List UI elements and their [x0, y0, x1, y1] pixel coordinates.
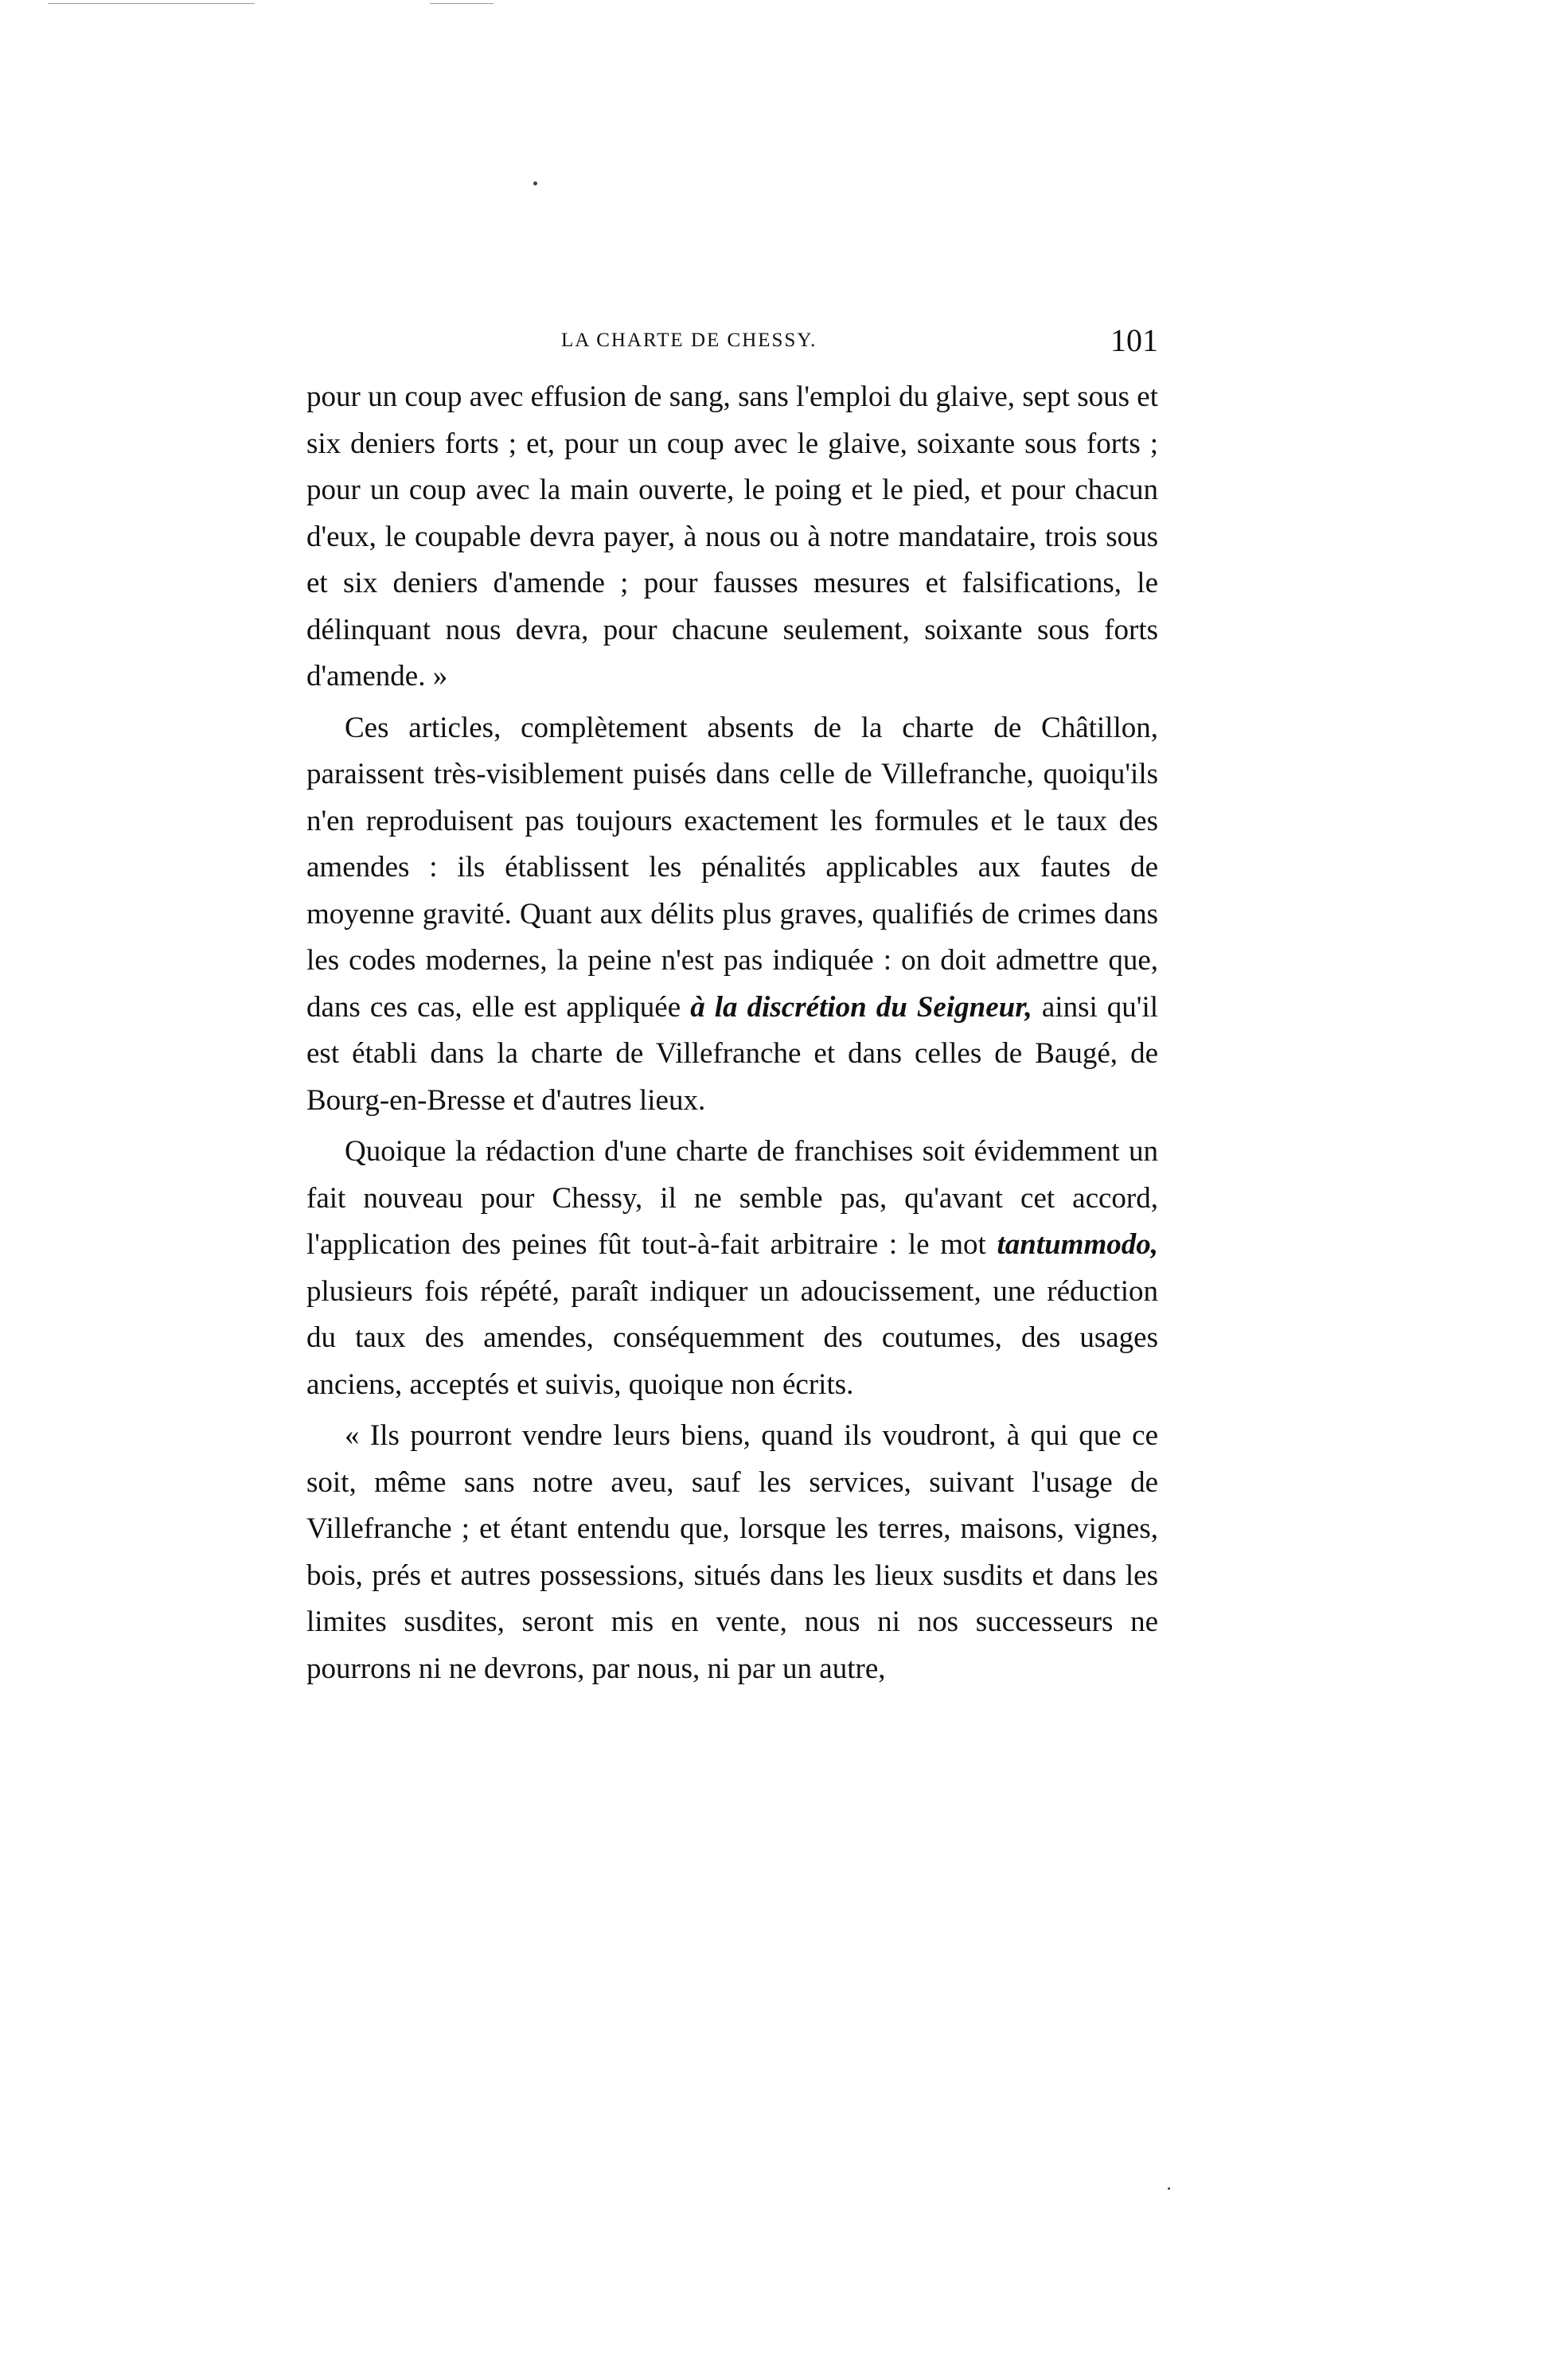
- paragraph: [306, 1129, 1158, 1408]
- paragraph-text: Quoique la rédaction d'une charte de franchises soit évidemment un fait nouveau pour Chessy, il ne semble pas, qu'avant cet accord, l'application des peines fût tout-à-fait arbitraire : le mot: [306, 1135, 1158, 1261]
- page-header: [306, 322, 1158, 369]
- paragraph-text: plusieurs fois répété, paraît indiquer un adoucissement, une réduction du taux des amendes, conséquemment des coutumes, des usages anciens, acceptés et suivis, quoique non écrits.: [306, 1274, 1158, 1401]
- top-edge-rule: [430, 3, 494, 4]
- body-text: [306, 374, 1158, 1697]
- paragraph-text: ainsi qu'il est établi dans la charte de Villefranche et dans celles de Baugé, de Bourg-en-Bresse et d'autres lieux.: [306, 990, 1159, 1117]
- paragraph: [306, 705, 1158, 1125]
- italic-phrase: à la discrétion du Seigneur,: [690, 990, 1032, 1024]
- running-title: LA CHARTE DE CHESSY.: [561, 330, 817, 351]
- paragraph-text: « Ils pourront vendre leurs biens, quand ils voudront, à qui que ce soit, même sans notre aveu, sauf les services, suivant l'usage de Villefranche ; et étant entendu que, lorsque les terres, maisons, vignes, bois, prés et autres possessions, situés dans les lieux susdits et dans les limites susdites, seront mis en vente, nous ni nos successeurs ne pourrons ni ne devrons, par nous, ni par un autre,: [306, 1419, 1158, 1685]
- italic-phrase: tantummodo,: [997, 1228, 1158, 1261]
- paper-speck: [533, 181, 537, 185]
- paragraph-text: pour un coup avec effusion de sang, sans l'emploi du glaive, sept sous et six deniers forts ; et, pour un coup avec le glaive, soixante sous forts ; pour un coup avec la main ouverte, le poing et le pied, et pour chacun d'eux, le coupable devra payer, à nous ou à notre mandataire, trois sous et six deniers d'amende ; pour fausses mesures et falsifications, le délinquant nous devra, pour chacune seulement, soixante sous forts d'amende. »: [306, 380, 1158, 693]
- paragraph: [306, 1413, 1158, 1692]
- paper-speck: [1168, 2187, 1170, 2190]
- paragraph: [306, 374, 1158, 700]
- top-edge-rule: [48, 3, 255, 4]
- paragraph-text: Ces articles, complètement absents de la charte de Châtillon, paraissent très-visiblement puisés dans celle de Villefranche, quoiqu'ils n'en reproduisent pas toujours exactement les formules et le taux des amendes : ils établissent les pénalités applicables aux fautes de moyenne gravité. Quant aux délits plus graves, qualifiés de crimes dans les codes modernes, la peine n'est pas indiquée : on doit admettre que, dans ces cas, elle est appliquée: [306, 711, 1158, 1024]
- page-number: 101: [1110, 322, 1158, 358]
